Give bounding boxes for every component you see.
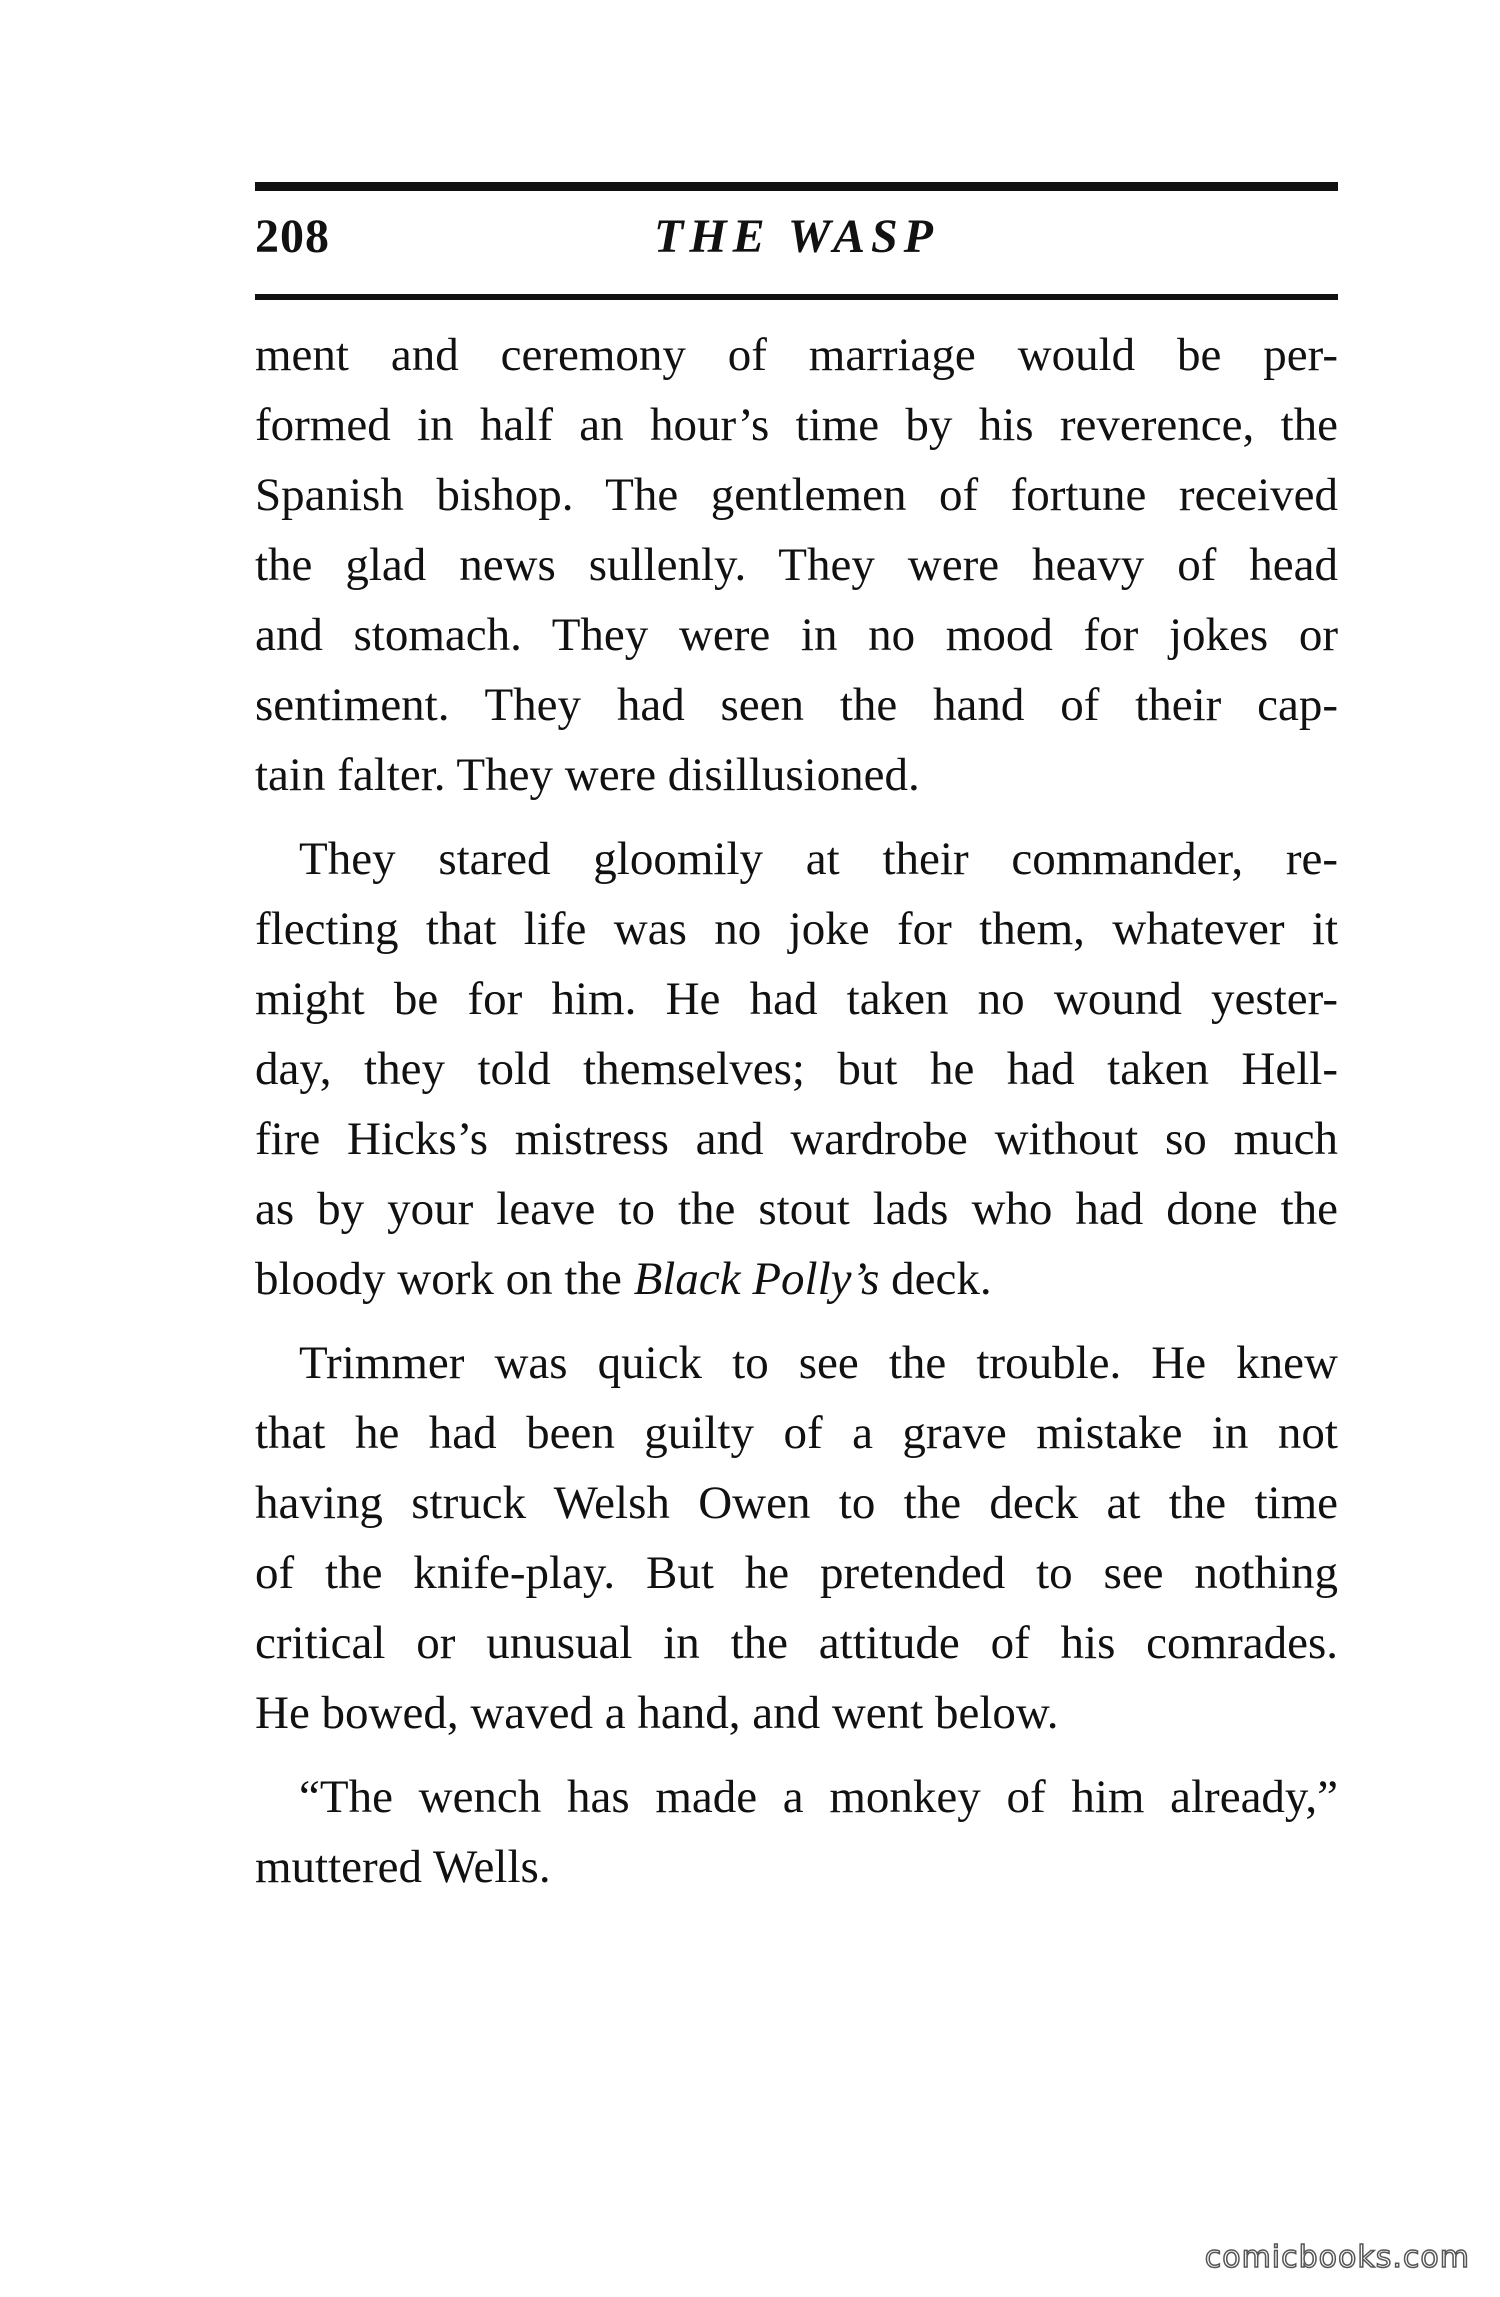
text-line: muttered Wells. — [255, 1841, 551, 1893]
header-rule-bottom — [255, 294, 1338, 300]
text-line: that he had been guilty of a grave mistake in not — [255, 1407, 1338, 1459]
text-line: ment and ceremony of marriage would be per- — [255, 329, 1338, 381]
text-line: tain falter. They were disillusioned. — [255, 749, 920, 801]
text-run: deck. — [879, 1253, 992, 1305]
paragraph-3 — [255, 1328, 1338, 1748]
running-head — [255, 205, 1338, 279]
text-line: flecting that life was no joke for them, whatever it — [255, 903, 1338, 955]
ship-name: Black Polly’s — [633, 1253, 880, 1305]
text-line: Spanish bishop. The gentlemen of fortune received — [255, 469, 1338, 521]
text-line: of the knife-play. But he pretended to see nothing — [255, 1547, 1338, 1599]
page-number: 208 — [255, 210, 330, 263]
text-line: formed in half an hour’s time by his reverence, the — [255, 399, 1338, 451]
text-line: They stared gloomily at their commander, re- — [299, 833, 1338, 885]
text-line: critical or unusual in the attitude of his comrades. — [255, 1617, 1338, 1669]
text-line: “The wench has made a monkey of him already,” — [299, 1771, 1338, 1823]
text-line: Trimmer was quick to see the trouble. He knew — [299, 1337, 1338, 1389]
text-line: and stomach. They were in no mood for jokes or — [255, 609, 1338, 661]
text-run: bloody work on the — [255, 1253, 634, 1305]
text-line: sentiment. They had seen the hand of their cap- — [255, 679, 1338, 731]
text-line: fire Hicks’s mistress and wardrobe without so much — [255, 1113, 1338, 1165]
paragraph-1 — [255, 320, 1338, 810]
running-title: THE WASP — [654, 210, 939, 263]
body-text — [255, 320, 1338, 1902]
paragraph-4 — [255, 1762, 1338, 1902]
text-line: day, they told themselves; but he had taken Hell- — [255, 1043, 1338, 1095]
paragraph-2 — [255, 824, 1338, 1314]
text-line: as by your leave to the stout lads who had done the — [255, 1183, 1338, 1235]
header-rule-top — [255, 182, 1338, 191]
text-line: the glad news sullenly. They were heavy of head — [255, 539, 1338, 591]
text-line: having struck Welsh Owen to the deck at the time — [255, 1477, 1338, 1529]
text-line — [255, 1244, 1338, 1314]
text-line: He bowed, waved a hand, and went below. — [255, 1687, 1059, 1739]
watermark: comicbooks.com — [1204, 2240, 1470, 2275]
text-line: might be for him. He had taken no wound yester- — [255, 973, 1338, 1025]
